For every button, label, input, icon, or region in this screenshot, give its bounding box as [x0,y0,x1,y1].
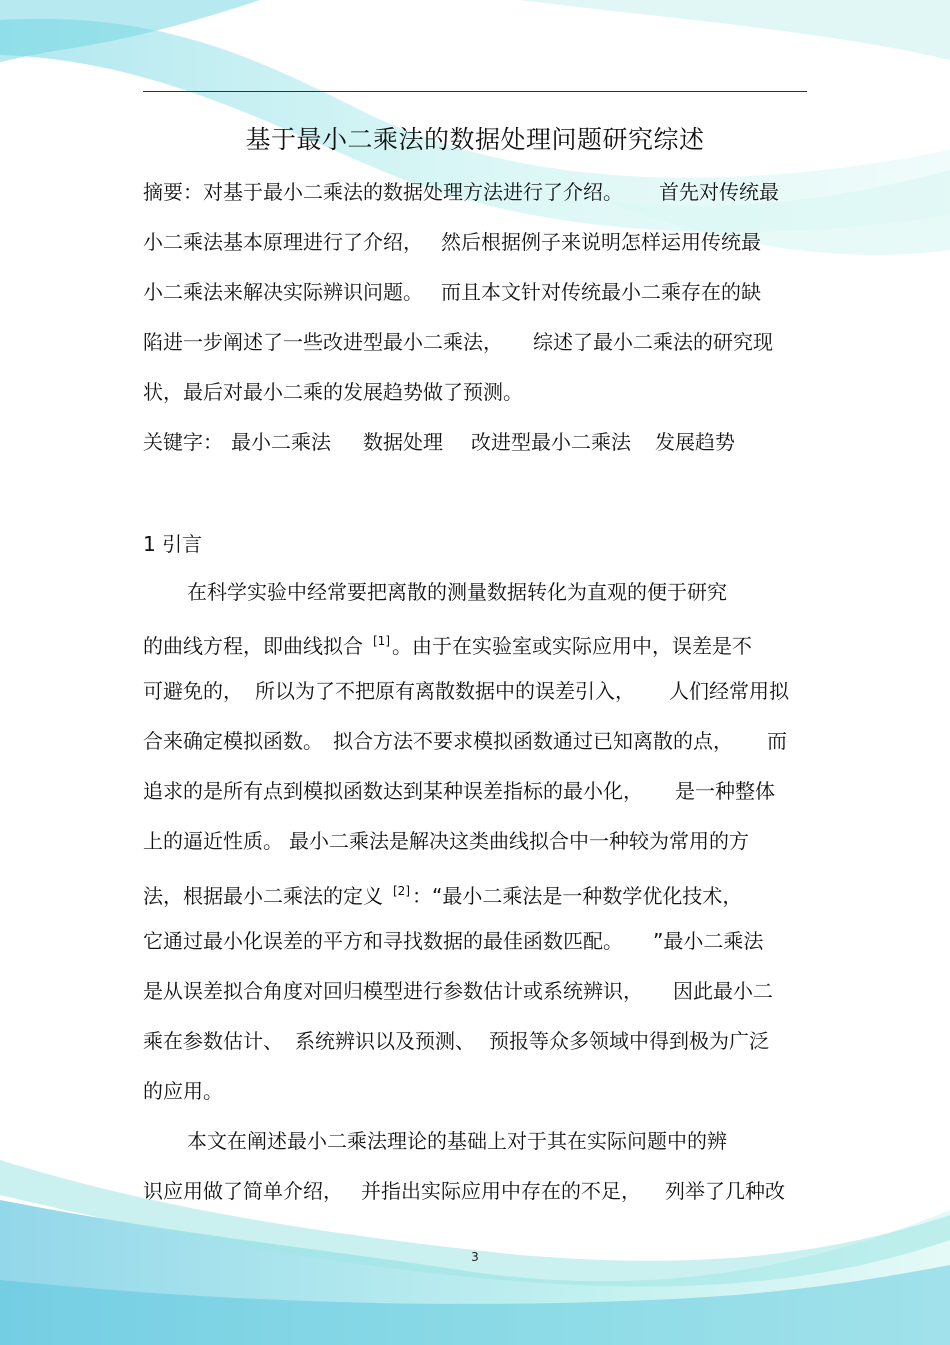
keyword: 改进型最小二乘法 [471,430,631,454]
paragraph-line: 乘在参数估计、 系统辨识以及预测、 预报等众多领域中得到极为广泛 [143,1029,769,1053]
keyword: 数据处理 [363,430,443,454]
citation-ref-2: [2] [393,884,410,898]
keywords-label: 关键字： [143,430,223,454]
paragraph-line: 的应用。 [143,1079,223,1103]
abstract-line-3: 小二乘法来解决实际辨识问题。 而且本文针对传统最小二乘存在的缺 [143,280,761,304]
paragraph-line: 追求的是所有点到模拟函数达到某种误差指标的最小化， 是一种整体 [143,779,775,803]
paragraph-line: 合来确定模拟函数。 拟合方法不要求模拟函数通过已知离散的点， 而 [143,729,787,753]
citation-ref-1: [1] [373,634,390,648]
paragraph-line: 在科学实验中经常要把离散的测量数据转化为直观的便于研究 [187,580,727,604]
keyword: 最小二乘法 [231,430,331,454]
paragraph-line: 是从误差拟合角度对回归模型进行参数估计或系统辨识， 因此最小二 [143,979,773,1003]
keywords-line [143,428,807,456]
abstract-label: 摘要： [143,180,203,204]
paragraph-line: 可避免的， 所以为了不把原有离散数据中的误差引入， 人们经常用拟 [143,679,789,703]
paragraph-line: 识应用做了简单介绍， 并指出实际应用中存在的不足， 列举了几种改 [143,1179,785,1203]
paragraph-line: 本文在阐述最小二乘法理论的基础上对于其在实际问题中的辨 [187,1129,727,1153]
abstract-line-1: 摘要：对基于最小二乘法的数据处理方法进行了介绍。 首先对传统最 [143,180,779,204]
page-title: 基于最小二乘法的数据处理问题研究综述 [245,125,705,154]
paragraph-line: 的曲线方程，即曲线拟合 [1] 。由于在实验室或实际应用中，误差是不 [143,634,752,658]
paragraph-line: 法，根据最小二乘法的定义 [2] ：“最小二乘法是一种数学优化技术， [143,884,743,908]
abstract-line-5: 状，最后对最小二乘的发展趋势做了预测。 [143,380,523,404]
page-number: 3 [471,1250,479,1264]
abstract-line-4: 陷进一步阐述了一些改进型最小二乘法， 综述了最小二乘法的研究现 [143,330,773,354]
paragraph-line: 它通过最小化误差的平方和寻找数据的最佳函数匹配。 ”最小二乘法 [143,929,764,953]
keyword: 发展趋势 [655,430,735,454]
header-rule [143,91,807,92]
section-heading: 1 引言 [143,532,203,556]
paragraph-line: 上的逼近性质。 最小二乘法是解决这类曲线拟合中一种较为常用的方 [143,829,749,853]
abstract-line-2: 小二乘法基本原理进行了介绍， 然后根据例子来说明怎样运用传统最 [143,230,761,254]
